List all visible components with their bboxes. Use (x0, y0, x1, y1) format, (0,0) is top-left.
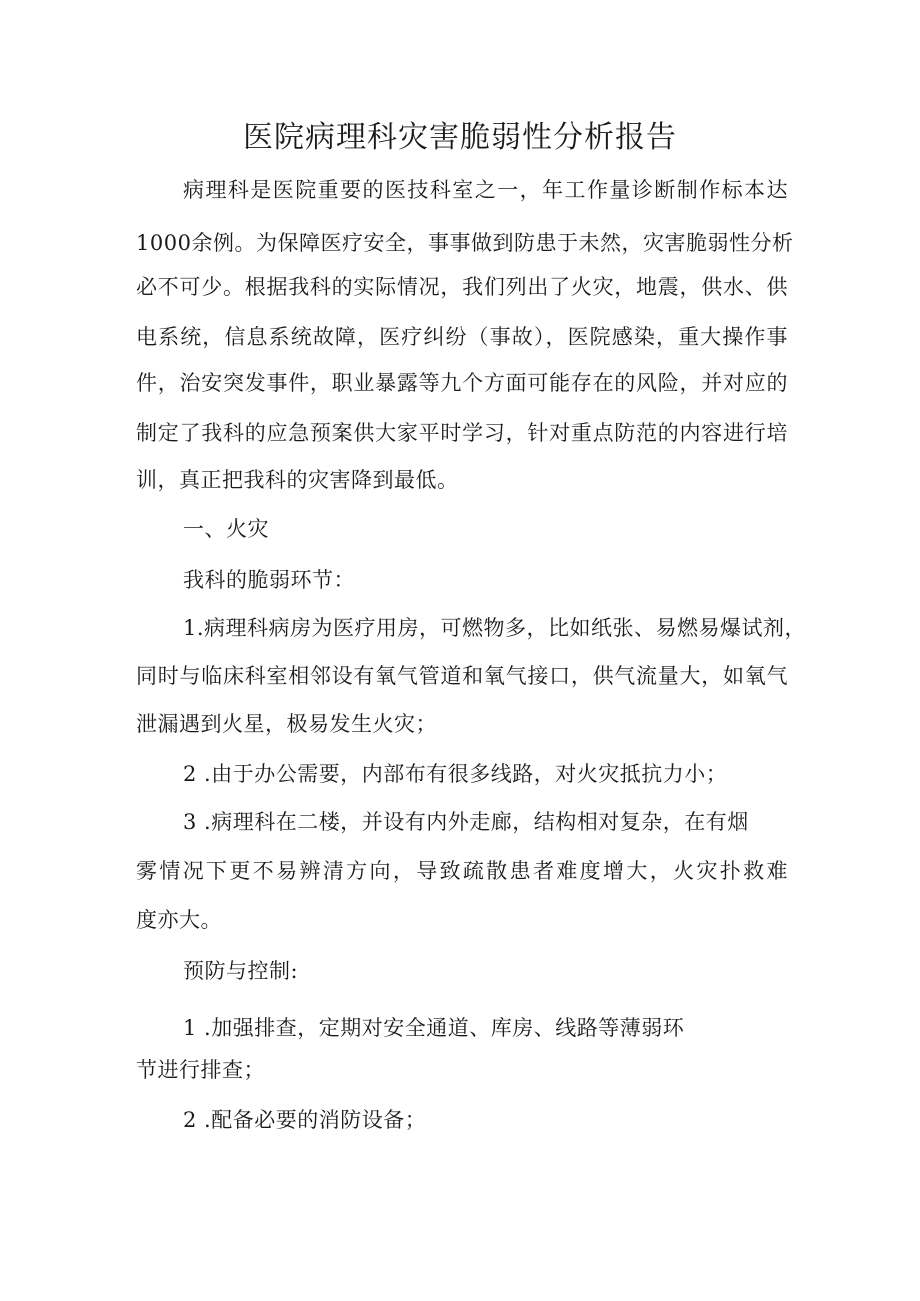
intro-line-4: 电系统，信息系统故障，医疗纠纷（事故），医院感染，重大操作事 (136, 325, 788, 349)
prevention-1-line-1: 1 .加强排查，定期对安全通道、库房、线路等薄弱环 (183, 1016, 685, 1040)
prevention-heading: 预防与控制: (183, 959, 299, 983)
weak-point-3-line-3: 度亦大。 (136, 908, 222, 932)
prevention-1-line-2: 节进行排查； (136, 1058, 265, 1082)
intro-line-3: 必不可少。根据我科的实际情况，我们列出了火灾，地震，供水、供 (136, 275, 788, 299)
weak-point-3-line-1: 3 .病理科在二楼，并设有内外走廊，结构相对复杂，在有烟 (183, 810, 749, 834)
intro-line-5: 件，治安突发事件，职业暴露等九个方面可能存在的风险，并对应的 (136, 371, 788, 395)
weak-point-1-line-3: 泄漏遇到火星，极易发生火灾； (136, 712, 437, 736)
weak-point-1-line-1: 1.病理科病房为医疗用房，可燃物多，比如纸张、易燃易爆试剂， (183, 616, 807, 640)
intro-line-1: 病理科是医院重要的医技科室之一，年工作量诊断制作标本达 (183, 178, 788, 202)
prevention-2: 2 .配备必要的消防设备； (183, 1108, 427, 1132)
weak-point-2: 2 .由于办公需要，内部布有很多线路，对火灾抵抗力小； (183, 762, 728, 786)
weak-point-3-line-2: 雾情况下更不易辨清方向，导致疏散患者难度增大，火灾扑救难 (136, 859, 788, 883)
intro-line-2: 1000余例。为保障医疗安全，事事做到防患于未然，灾害脆弱性分析 (136, 231, 794, 255)
intro-line-6: 制定了我科的应急预案供大家平时学习，针对重点防范的内容进行培 (136, 421, 788, 445)
weak-points-heading: 我科的脆弱环节： (183, 568, 355, 592)
intro-line-7: 训，真正把我科的灾害降到最低。 (136, 468, 459, 492)
document-title: 医院病理科灾害脆弱性分析报告 (243, 120, 677, 155)
section-heading-fire: 一、火灾 (183, 517, 269, 541)
weak-point-1-line-2: 同时与临床科室相邻设有氧气管道和氧气接口，供气流量大，如氧气 (136, 664, 788, 688)
